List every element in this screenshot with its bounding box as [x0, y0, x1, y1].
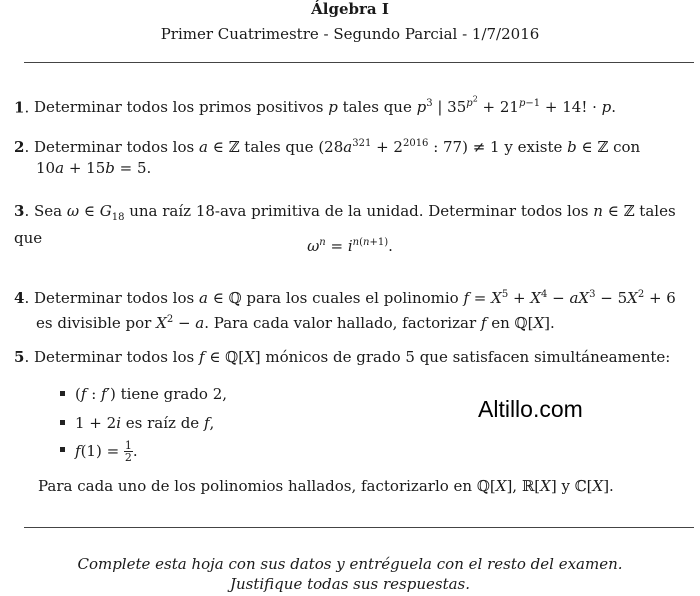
problem-5-text: Determinar todos los f ∈ ℚ[X] mónicos de grado 5 que satisfacen simultáneamente: [33, 348, 671, 366]
problem-3: 3. Sea ω ∈ $G_{18}$ una raíz 18-ava primitiva de la unidad. Determinar todos los n ∈ ℤ tales que [14, 202, 676, 247]
problem-1-text: Determinar todos los primos positivos p tales que $p^3$ | $35^{p^2} + 21^{p-1} + 14$! · p. [33, 95, 617, 117]
bullet-icon [60, 447, 65, 452]
problem-number: 5 [14, 348, 25, 366]
bullet-icon [60, 391, 65, 396]
problem-number: 1 [14, 98, 25, 117]
footer-line-1: Complete esta hoja con sus datos y entréguela con el resto del examen. [77, 555, 623, 573]
problem-2: 2. Determinar todos los a ∈ ℤ tales que ($28a^{321} + 2^{2016}$ : 77) ≠ 1 y existe b ∈ ℤ con 10a + 15b = 5. [14, 138, 641, 177]
problem-number: 3 [14, 202, 25, 220]
exam-subtitle: Primer Cuatrimestre - Segundo Parcial - 1/7/2016 [160, 25, 540, 43]
exam-title: Álgebra I [311, 0, 389, 18]
problem-5: 5. Determinar todos los f ∈ ℚ[X] mónicos de grado 5 que satisfacen simultáneamente: [14, 348, 671, 366]
top-divider [24, 62, 694, 63]
bottom-divider [24, 527, 694, 528]
watermark-text: Altillo.com [478, 396, 583, 422]
problem-1: 1. Determinar todos los primos positivos p tales que $p^3$ | $35^{p^2} + 21^{p-1} + 14$! · p. [14, 95, 617, 117]
bullet-icon [60, 420, 65, 425]
problem-3-equation: $\omega^n = i^{n(n+1)}$. [307, 237, 393, 255]
condition-item: f(1) = $\frac{1}{2}$ . [60, 440, 138, 463]
problem-5-closing: Para cada uno de los polinomios hallados, factorizarlo en ℚ[X], ℝ[X] y ℂ[X]. [38, 477, 614, 495]
problem-3-text: Sea ω ∈ $G_{18}$ una raíz 18-ava primitiva de la unidad. Determinar todos los n ∈ ℤ tales que [14, 202, 676, 247]
condition-item: 1 + 2i es raíz de f, [60, 414, 214, 432]
condition-item: (f : f′) tiene grado 2, [60, 385, 227, 403]
problem-number: 2 [14, 138, 25, 156]
problem-number: 4 [14, 289, 25, 307]
footer-line-2: Justifique todas sus respuestas. [229, 575, 471, 593]
problem-4-text: Determinar todos los a ∈ ℚ para los cuales el polinomio $f = X^5 + X^4 - aX^3 - 5X^2 + 6$ es divisible por $X^2 - a$. Para cada valor hallado, factorizar f en ℚ[X]. [33, 289, 676, 332]
problem-4: 4. Determinar todos los a ∈ ℚ para los cuales el polinomio $f = X^5 + X^4 - aX^3 - 5X^2 + 6$ es divisible por $X^2 - a$. Para cada valor hallado, factorizar f en ℚ[X]. [14, 289, 676, 332]
problem-2-text: Determinar todos los a ∈ ℤ tales que ($28a^{321} + 2^{2016}$ : 77) ≠ 1 y existe b ∈ ℤ con 10a + 15b = 5. [33, 138, 641, 177]
